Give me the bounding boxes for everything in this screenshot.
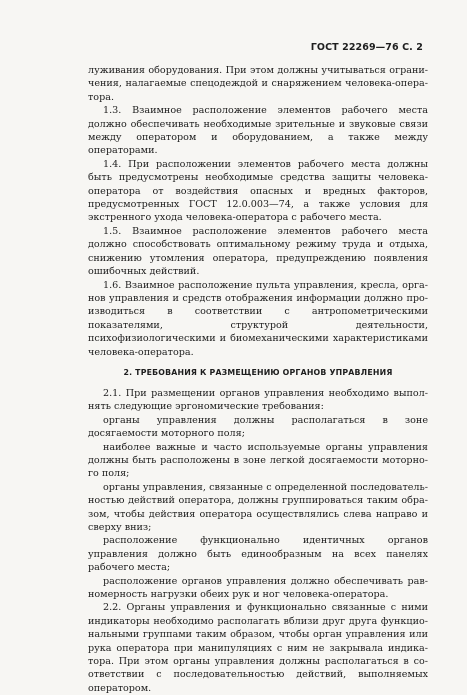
paragraph-2-1: 2.1. При размещении органов управления необходимо выполнять следующие эргономические требования: bbox=[88, 387, 428, 413]
list-item-reach-zone: органы управления должны располагаться в зоне досягаемости моторного поля; bbox=[88, 414, 428, 440]
paragraph-1-6: 1.6. Взаимное расположение пульта управления, кресла, органов управления и средств отображения информации должно производиться в соответствии с антропометрическими показателями, структурой деятельности, психофизиологическими и биомеханическими характеристиками человека-оператора. bbox=[88, 279, 428, 358]
list-item-load-balance: расположение органов управления должно обеспечивать равномерность нагрузки обеих рук и ног человека-оператора. bbox=[88, 575, 428, 601]
paragraph-continuation: луживания оборудования. При этом должны учитываться ограничения, налагаемые спецодеждой и снаряжением человека-оператора. bbox=[88, 65, 428, 103]
section-heading: 2. ТРЕБОВАНИЯ К РАЗМЕЩЕНИЮ ОРГАНОВ УПРАВЛЕНИЯ bbox=[123, 367, 393, 377]
paragraph-2-2: 2.2. Органы управления и функционально связанные с ними индикаторы необходимо располагать вблизи друг друга функциональными группами таким образом, чтобы орган управления или рука оператора при манипуляциях с ним не закрывала индикатора. При этом органы управления должны располагаться в соответствии с последовательностью действий, выполняемых оператором. bbox=[88, 602, 428, 694]
paragraph-1-3: 1.3. Взаимное расположение элементов рабочего места должно обеспечивать необходимые зрительные и звуковые связи между оператором и оборудованием, а также между операторами. bbox=[88, 105, 428, 157]
page-header: ГОСТ 22269—76 С. 2 bbox=[310, 42, 423, 53]
list-item-important-controls: наиболее важные и часто используемые органы управления должны быть расположены в зоне легкой досягаемости моторного поля; bbox=[88, 441, 428, 480]
page-body bbox=[88, 64, 428, 695]
list-item-sequence: органы управления, связанные с определенной последовательностью действий оператора, должны группироваться таким образом, чтобы действия оператора осуществлялись слева направо и сверху вниз; bbox=[88, 481, 428, 533]
paragraph-1-4: 1.4. При расположении элементов рабочего места должны быть предусмотрены необходимые средства защиты человека-оператора от воздействия опасных и вредных факторов, предусмотренных ГОСТ 12.0.003—74, а также условия для экстренного ухода человека-оператора с рабочего места. bbox=[88, 158, 428, 224]
paragraph-1-5: 1.5. Взаимное расположение элементов рабочего места должно способствовать оптимальному режиму труда и отдыха, снижению утомления оператора, предупреждению появления ошибочных действий. bbox=[88, 225, 428, 278]
list-item-identical-controls: расположение функционально идентичных органов управления должно быть единообразным на всех панелях рабочего места; bbox=[88, 535, 428, 574]
